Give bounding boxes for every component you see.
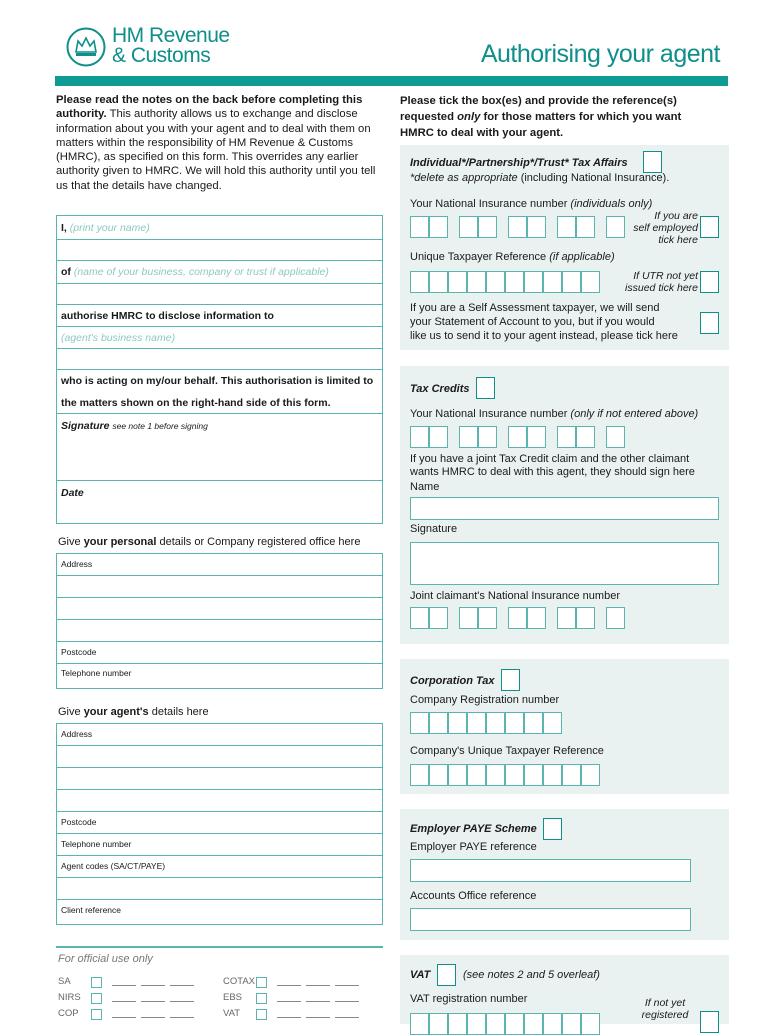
char-box[interactable] [543,271,562,293]
authorise-row: authorise HMRC to disclose information to [56,304,383,327]
personal-postcode-field[interactable]: Postcode [56,641,383,664]
name-field-line2[interactable] [56,239,383,261]
char-box[interactable] [576,426,595,448]
name-field[interactable]: I, (print your name) [56,215,383,240]
official-use-date-line[interactable] [112,977,136,986]
right-intro: Please tick the box(es) and provide the reference(s) requested only for those matters for which you want HMRC to deal with your agent. [400,95,682,139]
char-box[interactable] [486,764,505,786]
official-use-date-line[interactable] [335,993,359,1002]
personal-address-line3[interactable] [56,597,383,620]
official-use-label: EBS [223,992,243,1003]
individual-tick-box[interactable] [643,151,662,173]
individual-tax-panel: Individual*/Partnership*/Trust* Tax Affairs *delete as appropriate (including National Insurance). Your National Insurance number (individuals only) If you are self employed tick here Unique Taxpayer Reference (if applicable) If UTR not yet issued tick here If you are a Self Assessment taxpayer, we will send your Statement of Account to you, but if you would like us to send it to your agent instead, please tick here [400,145,729,350]
char-box[interactable] [467,712,486,734]
char-box[interactable] [562,271,581,293]
char-box[interactable] [557,216,576,238]
agent-address-line3[interactable] [56,767,383,790]
sa-statement-tick-box[interactable] [700,312,719,334]
official-use-checkbox[interactable] [256,993,267,1004]
char-box[interactable] [410,271,429,293]
official-use-date-line[interactable] [277,1009,301,1018]
char-box[interactable] [508,607,527,629]
official-use-date-line[interactable] [170,1009,194,1018]
char-box[interactable] [606,426,625,448]
char-box[interactable] [486,271,505,293]
official-use-heading: For official use only [58,953,153,965]
joint-name-field[interactable] [410,497,719,520]
crn-label: Company Registration number [410,694,560,706]
char-box[interactable] [410,607,429,629]
char-box[interactable] [524,764,543,786]
official-use-date-line[interactable] [306,993,330,1002]
joint-signature-field[interactable] [410,542,719,585]
char-box[interactable] [459,216,478,238]
official-use-label: COTAX [223,976,256,987]
official-use-date-line[interactable] [141,1009,165,1018]
vat-notes: (see notes 2 and 5 overleaf) [463,969,600,981]
page-title: Authorising your agent [480,40,720,68]
joint-name-label: Name [410,481,440,493]
char-box[interactable] [478,607,497,629]
char-box[interactable] [478,426,497,448]
official-use-checkbox[interactable] [256,1009,267,1020]
char-box[interactable] [429,764,448,786]
personal-address-field[interactable]: Address [56,553,383,576]
char-box[interactable] [524,1013,543,1035]
tax-credits-panel: Tax Credits Your National Insurance number (only if not entered above) If you have a joint Tax Credit claim and the other claimant wants HMRC to deal with this agent, they should sign here Name Signature Joint claimant's National Insurance number [400,366,729,644]
agent-details-heading: Give your agent's details here [58,706,209,718]
char-box[interactable] [576,607,595,629]
official-use-label: COP [58,1008,79,1019]
official-use-checkbox[interactable] [256,977,267,988]
self-employed-tick-box[interactable] [700,216,719,238]
individual-title: Individual*/Partnership*/Trust* Tax Affairs [410,157,628,169]
agent-address-line2[interactable] [56,745,383,768]
official-use-label: VAT [223,1008,241,1019]
char-box[interactable] [562,764,581,786]
char-box[interactable] [410,426,429,448]
official-use-date-line[interactable] [170,993,194,1002]
vat-reg-label: VAT registration number [410,993,528,1005]
official-use-date-line[interactable] [306,977,330,986]
personal-address-line4[interactable] [56,619,383,642]
char-box[interactable] [448,764,467,786]
date-field[interactable]: Date [56,480,383,524]
agent-name-field-line2[interactable] [56,348,383,370]
char-box[interactable] [448,271,467,293]
official-use-date-line[interactable] [306,1009,330,1018]
tax-credits-tick-box[interactable] [476,377,495,399]
signature-field[interactable]: Signature see note 1 before signing [56,413,383,481]
char-box[interactable] [543,712,562,734]
paye-ref-label: Employer PAYE reference [410,841,537,853]
char-box[interactable] [576,216,595,238]
vat-not-registered-note: If not yet registered [641,997,689,1021]
official-use-date-line[interactable] [170,977,194,986]
char-box[interactable] [459,426,478,448]
joint-signature-label: Signature [410,523,458,535]
org-name: HM Revenue & Customs [112,24,230,67]
char-box[interactable] [429,271,448,293]
char-box[interactable] [527,216,546,238]
char-box[interactable] [505,712,524,734]
intro-text: Please read the notes on the back before completing this authority. This authority allows us to exchange and disclose information about you with your agent and to deal with them on matters within the responsibility of HM Revenue & Customs (HMRC), as specified on this form. This overrides any earlier authority given to HMRC. We will hold this authority until you tell us that the details have changed. [56,94,376,192]
paye-panel [400,809,729,940]
corporation-tax-title: Corporation Tax [410,675,495,687]
char-box[interactable] [505,764,524,786]
char-box[interactable] [410,764,429,786]
accounts-office-field[interactable] [410,908,691,931]
paye-title: Employer PAYE Scheme [410,823,537,835]
char-box[interactable] [524,271,543,293]
char-box[interactable] [543,1013,562,1035]
char-box[interactable] [486,1013,505,1035]
corporation-tax-tick-box[interactable] [501,669,520,691]
company-utr-label: Company's Unique Taxpayer Reference [410,745,604,757]
official-use-label: SA [58,976,71,987]
char-box[interactable] [505,271,524,293]
char-box[interactable] [524,712,543,734]
char-box[interactable] [429,1013,448,1035]
official-use-date-line[interactable] [277,977,301,986]
tax-credits-title: Tax Credits [410,383,470,395]
official-use-divider [56,946,383,948]
vat-panel [400,955,729,1024]
crown-logo-icon [66,27,106,67]
header-bar [55,76,728,86]
char-box[interactable] [467,1013,486,1035]
char-box[interactable] [543,764,562,786]
agent-postcode-field[interactable]: Postcode [56,811,383,834]
char-box[interactable] [527,426,546,448]
official-use-date-line[interactable] [112,993,136,1002]
official-use-date-line[interactable] [335,1009,359,1018]
sa-statement-text: If you are a Self Assessment taxpayer, we will send your Statement of Account to you, but if you would like us to send it to your agent instead, please tick here [410,302,678,342]
of-field[interactable]: of (name of your business, company or trust if applicable) [56,260,383,284]
char-box[interactable] [429,607,448,629]
char-box[interactable] [429,426,448,448]
official-use-checkbox[interactable] [91,993,102,1004]
char-box[interactable] [448,1013,467,1035]
agent-telephone-field[interactable]: Telephone number [56,833,383,856]
of-field-line2[interactable] [56,283,383,305]
personal-telephone-field[interactable]: Telephone number [56,663,383,689]
official-use-date-line[interactable] [112,1009,136,1018]
agent-codes-line2[interactable] [56,877,383,900]
official-use-date-line[interactable] [277,993,301,1002]
official-use-checkbox[interactable] [91,977,102,988]
char-box[interactable] [478,216,497,238]
agent-name-field[interactable]: (agent's business name) [56,326,383,349]
vat-tick-box[interactable] [437,964,456,986]
char-box[interactable] [448,712,467,734]
official-use-date-line[interactable] [335,977,359,986]
char-box[interactable] [581,1013,600,1035]
char-box[interactable] [557,607,576,629]
char-box[interactable] [410,712,429,734]
utr-not-issued-note: If UTR not yet issued tick here [625,270,698,294]
official-use-checkbox[interactable] [91,1009,102,1020]
char-box[interactable] [467,764,486,786]
official-use-date-line[interactable] [141,993,165,1002]
char-box[interactable] [581,271,600,293]
joint-ni-label: Joint claimant's National Insurance number [410,590,620,602]
corporation-tax-panel [400,659,729,794]
char-box[interactable] [606,607,625,629]
char-box[interactable] [410,216,429,238]
self-employed-note: If you are self employed tick here [633,210,698,246]
char-box[interactable] [505,1013,524,1035]
char-box[interactable] [557,426,576,448]
char-box[interactable] [486,712,505,734]
accounts-office-label: Accounts Office reference [410,890,537,902]
char-box[interactable] [459,607,478,629]
char-box[interactable] [581,764,600,786]
personal-details-heading: Give your personal details or Company registered office here [58,536,361,548]
vat-title: VAT [410,969,431,981]
agent-address-line4[interactable] [56,789,383,812]
char-box[interactable] [527,607,546,629]
char-box[interactable] [429,712,448,734]
char-box[interactable] [429,216,448,238]
personal-address-line2[interactable] [56,575,383,598]
official-use-date-line[interactable] [141,977,165,986]
paye-tick-box[interactable] [543,818,562,840]
char-box[interactable] [508,426,527,448]
agent-codes-field[interactable]: Agent codes (SA/CT/PAYE) [56,855,383,878]
utr-not-issued-tick-box[interactable] [700,271,719,293]
acting-on-behalf-row: who is acting on my/our behalf. This authorisation is limited to the matters shown on the right-hand side of this form. [56,369,383,414]
vat-not-registered-tick-box[interactable] [700,1011,719,1033]
char-box[interactable] [508,216,527,238]
char-box[interactable] [467,271,486,293]
agent-address-field[interactable]: Address [56,723,383,746]
char-box[interactable] [562,1013,581,1035]
joint-claim-text: If you have a joint Tax Credit claim and the other claimant wants HMRC to deal with this agent, they should sign here [410,453,695,478]
char-box[interactable] [410,1013,429,1035]
official-use-label: NIRS [58,992,81,1003]
client-reference-field[interactable]: Client reference [56,899,383,925]
paye-ref-field[interactable] [410,859,691,882]
